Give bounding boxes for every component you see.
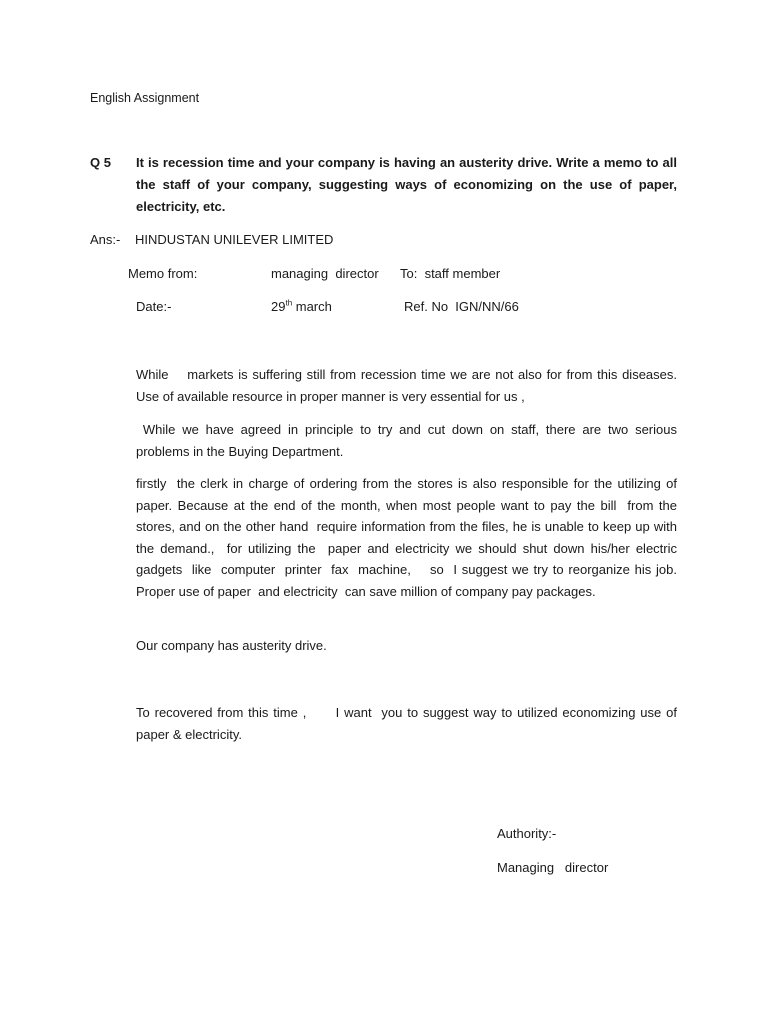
body-paragraph-5: To recovered from this time , I want you to suggest way to utilized economizing use of paper & electricity. — [136, 705, 681, 742]
question-text: It is recession time and your company is having an austerity drive. Write a memo to all the staff of your company, suggesting ways of economizing on the use of paper, electricity, etc. — [136, 155, 677, 214]
date-month: march — [292, 299, 332, 314]
date-day: 29 — [271, 299, 286, 314]
date-suffix: th — [285, 298, 293, 308]
memo-from-value: managing director — [271, 266, 379, 281]
date-label: Date:- — [136, 299, 172, 314]
memo-from-label: Memo from: — [128, 266, 198, 281]
company-name: HINDUSTAN UNILEVER LIMITED — [135, 232, 334, 247]
body-paragraph-1: While markets is suffering still from recession time we are not also for from this diseases. Use of available resource in proper manner is very essential for us , — [136, 367, 685, 404]
answer-label: Ans:- — [90, 232, 121, 247]
authority-label: Authority:- — [497, 826, 557, 841]
body-paragraph-2: While we have agreed in principle to try and cut down on staff, there are two serious problems in the Buying Department. — [136, 422, 681, 459]
signatory-name: Managing director — [497, 860, 609, 875]
date-value — [271, 299, 332, 314]
body-paragraph-3: firstly the clerk in charge of ordering from the stores is also responsible for the utilizing of paper. Because at the end of the month, when most people want to pay the bill from the stores, and on the other hand require information from the files, he is unable to keep up with the demand., for utilizing the paper and electricity we should shut down his/her electric gadgets like computer printer fax machine, so I suggest we try to reorganize his job. Proper use of paper and electricity can save million of company pay packages. — [136, 476, 685, 599]
question-number: Q 5 — [90, 155, 111, 170]
body-paragraph-4: Our company has austerity drive. — [136, 638, 327, 653]
memo-to: To: staff member — [400, 266, 501, 281]
assignment-title: English Assignment — [90, 91, 200, 105]
reference-number: Ref. No IGN/NN/66 — [404, 299, 519, 314]
